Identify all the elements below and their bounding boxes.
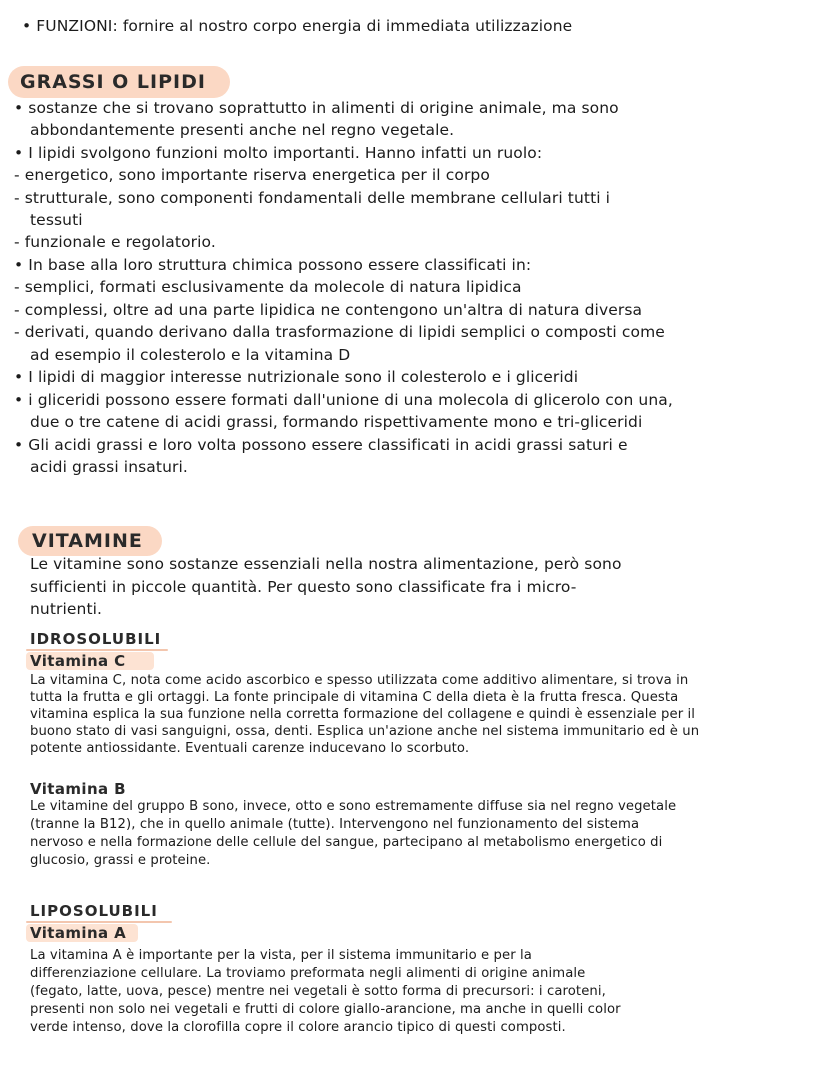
vitamine-title: VITAMINE [18,526,162,556]
grassi-line-16: • Gli acidi grassi e loro volta possono essere classificati in acidi grassi saturi e [14,436,628,454]
vit-c-line-1: La vitamina C, nota come acido ascorbico e spesso utilizzata come additivo alimentare, si trova in [30,673,689,688]
vit-b-name: Vitamina B [30,780,127,798]
vit-a-name: Vitamina A [30,924,127,942]
vit-b-line-2: (tranne la B12), che in quello animale (tutte). Intervengono nel funzionamento del sistema [30,817,640,832]
grassi-line-1: • sostanze che si trovano soprattutto in alimenti di origine animale, ma sono [14,99,619,117]
vit-a-line-2: differenziazione cellulare. La troviamo preformata negli alimenti di origine animale [30,966,586,981]
liposolubili-underline [26,921,172,923]
vit-c-line-4: buono stato di vasi sanguigni, ossa, denti. Esplica un'azione anche nel sistema immunitario ed è un [30,724,700,739]
grassi-line-7: - funzionale e regolatorio. [14,233,216,251]
grassi-line-12: ad esempio il colesterolo e la vitamina D [30,346,351,364]
vit-b-line-4: glucosio, grassi e proteine. [30,853,211,868]
vitamine-intro-2: sufficienti in piccole quantità. Per questo sono classificate fra i micro- [30,578,577,596]
vitamine-intro-1: Le vitamine sono sostanze essenziali nella nostra alimentazione, però sono [30,555,622,573]
grassi-line-3: • I lipidi svolgono funzioni molto importanti. Hanno infatti un ruolo: [14,144,543,162]
vit-c-line-5: potente antiossidante. Eventuali carenze inducevano lo scorbuto. [30,741,470,756]
vit-a-line-1: La vitamina A è importante per la vista, per il sistema immunitario e per la [30,948,532,963]
grassi-line-4: - energetico, sono importante riserva energetica per il corpo [14,166,490,184]
idrosolubili-heading: IDROSOLUBILI [30,630,162,648]
vitamine-intro-3: nutrienti. [30,600,103,618]
funzioni-line: • FUNZIONI: fornire al nostro corpo energia di immediata utilizzazione [22,17,573,35]
grassi-line-10: - complessi, oltre ad una parte lipidica ne contengono un'altra di natura diversa [14,301,643,319]
liposolubili-heading: LIPOSOLUBILI [30,902,158,920]
grassi-title: GRASSI O LIPIDI [8,66,230,98]
vit-b-line-3: nervoso e nella formazione delle cellule del sangue, partecipano al metabolismo energetico di [30,835,663,850]
vit-a-line-3: (fegato, latte, uova, pesce) mentre nei vegetali è sotto forma di precursori: i caroteni, [30,984,606,999]
vit-b-line-1: Le vitamine del gruppo B sono, invece, otto e sono estremamente diffuse sia nel regno vegetale [30,799,677,814]
grassi-line-14: • i gliceridi possono essere formati dall'unione di una molecola di glicerolo con una, [14,391,673,409]
grassi-line-5: - strutturale, sono componenti fondamentali delle membrane cellulari tutti i [14,189,611,207]
grassi-line-9: - semplici, formati esclusivamente da molecole di natura lipidica [14,278,522,296]
grassi-line-11: - derivati, quando derivano dalla trasformazione di lipidi semplici o composti come [14,323,665,341]
grassi-line-6: tessuti [30,211,83,229]
grassi-line-2: abbondantemente presenti anche nel regno vegetale. [30,121,455,139]
grassi-line-13: • I lipidi di maggior interesse nutrizionale sono il colesterolo e i gliceridi [14,368,579,386]
idrosolubili-underline [26,649,168,651]
vit-c-name: Vitamina C [30,652,126,670]
grassi-line-8: • In base alla loro struttura chimica possono essere classificati in: [14,256,532,274]
vit-c-line-3: vitamina esplica la sua funzione nella corretta formazione del collagene e quindi è essenziale per il [30,707,696,722]
vit-a-line-5: verde intenso, dove la clorofilla copre il colore arancio tipico di questi composti. [30,1020,566,1035]
grassi-line-17: acidi grassi insaturi. [30,458,188,476]
vit-a-line-4: presenti non solo nei vegetali e frutti di colore giallo-arancione, ma anche in quelli color [30,1002,621,1017]
grassi-line-15: due o tre catene di acidi grassi, formando rispettivamente mono e tri-gliceridi [30,413,643,431]
vit-c-line-2: tutta la frutta e gli ortaggi. La fonte principale di vitamina C della dieta è la frutta fresca. Questa [30,690,679,705]
